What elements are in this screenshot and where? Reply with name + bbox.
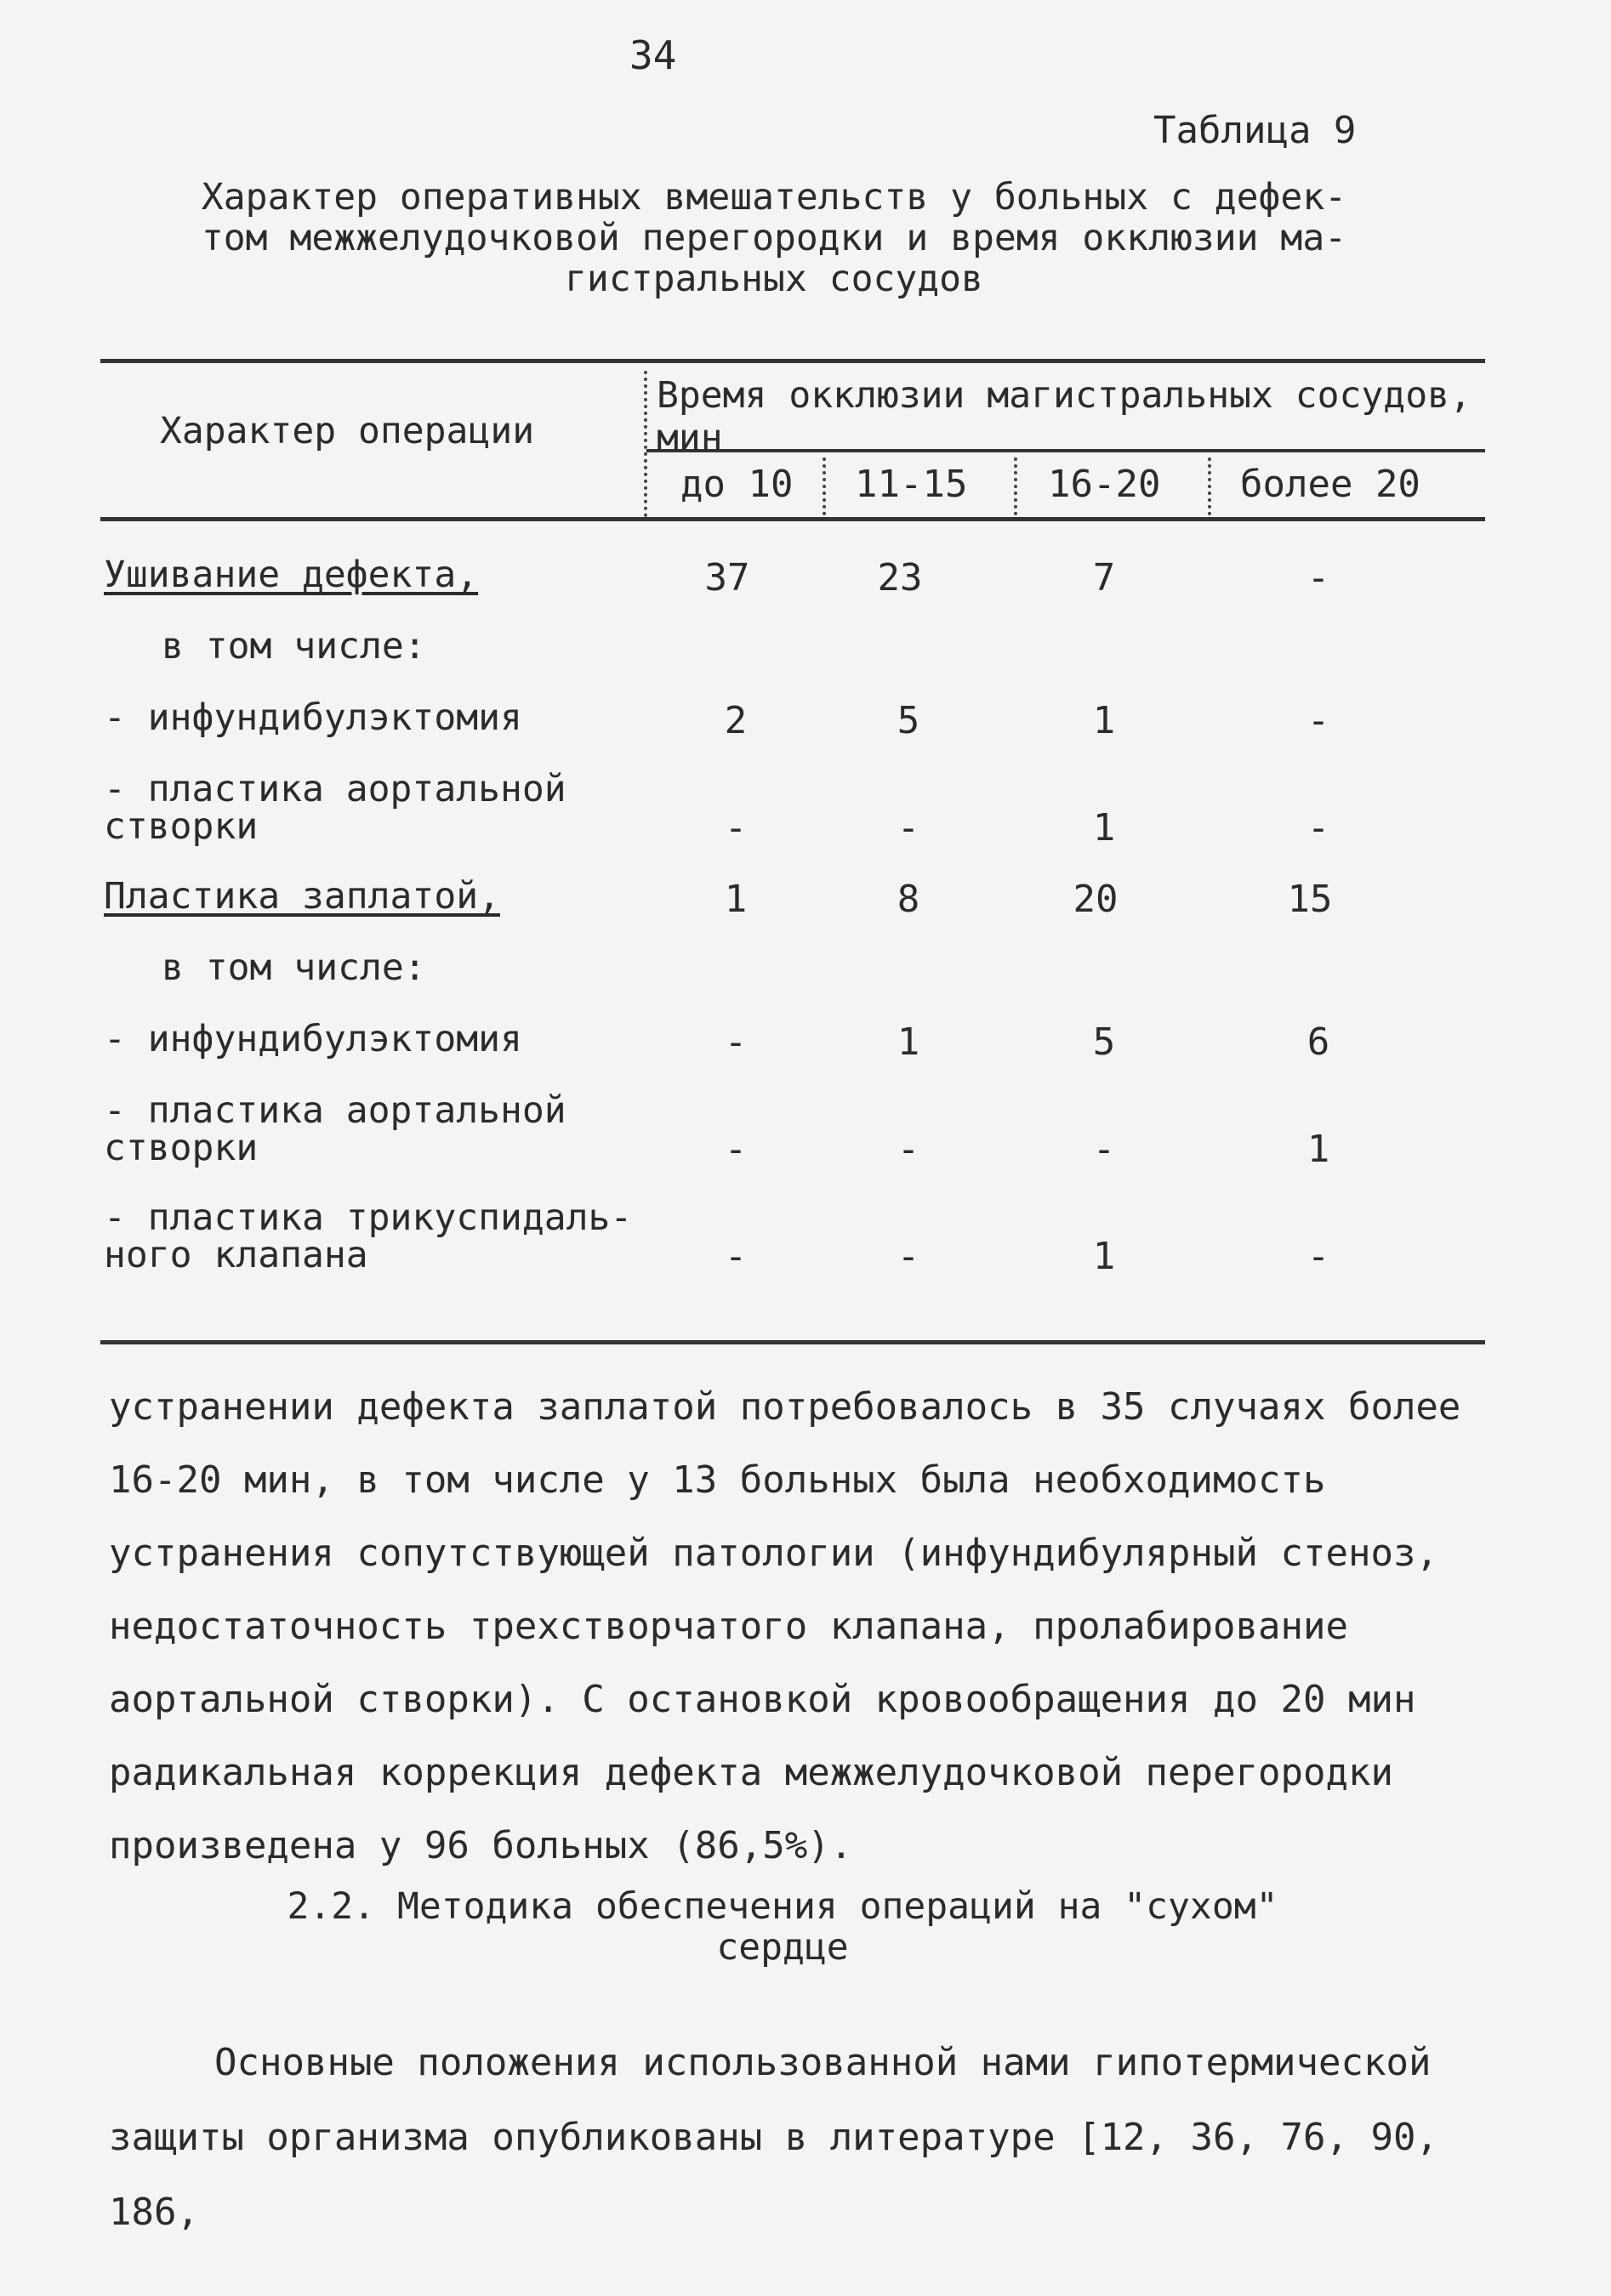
table-cell: - [897,1128,920,1171]
table-label: Таблица 9 [1153,109,1357,152]
table-title: Характер оперативных вмешательств у больных с дефек- том межжелудочковой перегородки и время окклюзии ма- гистральных сосудов [201,176,1347,300]
table-cell: 8 [897,878,920,921]
header-separator [644,371,647,517]
table-cell: - [1306,556,1330,600]
table-cell: - [1306,699,1330,742]
header-separator [1208,457,1211,515]
subcol-header: более 20 [1240,463,1420,506]
row-label: - пластика трикуспидаль- ного клапана [104,1196,633,1276]
table-cell: 2 [724,699,748,742]
subcol-header: 11-15 [855,463,968,506]
header-bottom-rule [100,517,1485,521]
body-paragraph: устранении дефекта заплатой потребовалось в 35 случаях более 16-20 мин, в том числе у 13 больных была необходимость устранения сопутствующей патологии (инфундибулярный стеноз, недостаточность трехстворчатого клапана, пролабирование аортальной створки). С остановкой кровообращения до 20 мин радикальная коррекция дефекта межжелудочковой перегородки произведена у 96 больных (86,5%). [109,1385,1461,1867]
section-heading: 2.2. Методика обеспечения операций на "сухом" сердце [287,1885,1278,1969]
row-label: Ушивание дефекта, [104,554,479,596]
table-cell: - [1092,1128,1116,1171]
table-cell: 1 [724,878,748,921]
table-bottom-rule [100,1340,1485,1344]
table-cell: 1 [897,1020,920,1064]
table-cell: - [897,1235,920,1278]
table-cell: - [724,1020,748,1064]
header-separator [1014,457,1017,515]
table-cell: 1 [1092,806,1116,850]
table-cell: 1 [1092,699,1116,742]
row-label: - инфундибулэктомия [104,1018,522,1060]
table-cell: - [724,806,748,850]
table-top-rule [100,359,1485,363]
column-header-operation: Характер операции [160,410,535,452]
header-separator [823,457,826,515]
page-number: 34 [629,32,677,78]
subcol-header: 16-20 [1048,463,1161,506]
table-cell: 6 [1306,1020,1330,1064]
table-cell: 5 [1092,1020,1116,1064]
row-label: - инфундибулэктомия [104,696,522,739]
table-cell: 7 [1092,556,1116,600]
row-label: Пластика заплатой, [104,875,500,918]
table-cell: 15 [1287,878,1333,921]
table-cell: - [724,1235,748,1278]
row-label: в том числе: [162,625,426,668]
table-cell: - [1306,806,1330,850]
row-label: - пластика аортальной створки [104,1089,566,1169]
table-cell: 20 [1073,878,1119,921]
table-cell: - [724,1128,748,1171]
table-cell: 23 [877,556,923,600]
subcol-header: до 10 [680,463,794,506]
table-cell: - [1306,1235,1330,1278]
table-cell: 1 [1092,1235,1116,1278]
row-label: в том числе: [162,946,426,989]
paragraph-text: Основные положения использованной нами гипотермической защиты организма опубликованы в литературе [12, 36, 76, 90, 186, [109,2041,1438,2234]
column-header-time: Время окклюзии магистральных сосудов, мин [657,374,1472,459]
row-label: - пластика аортальной створки [104,768,566,848]
body-paragraph [109,2026,1504,2250]
table-cell: 1 [1306,1128,1330,1171]
table-cell: 5 [897,699,920,742]
table-cell: 37 [704,556,750,600]
table-cell: - [897,806,920,850]
